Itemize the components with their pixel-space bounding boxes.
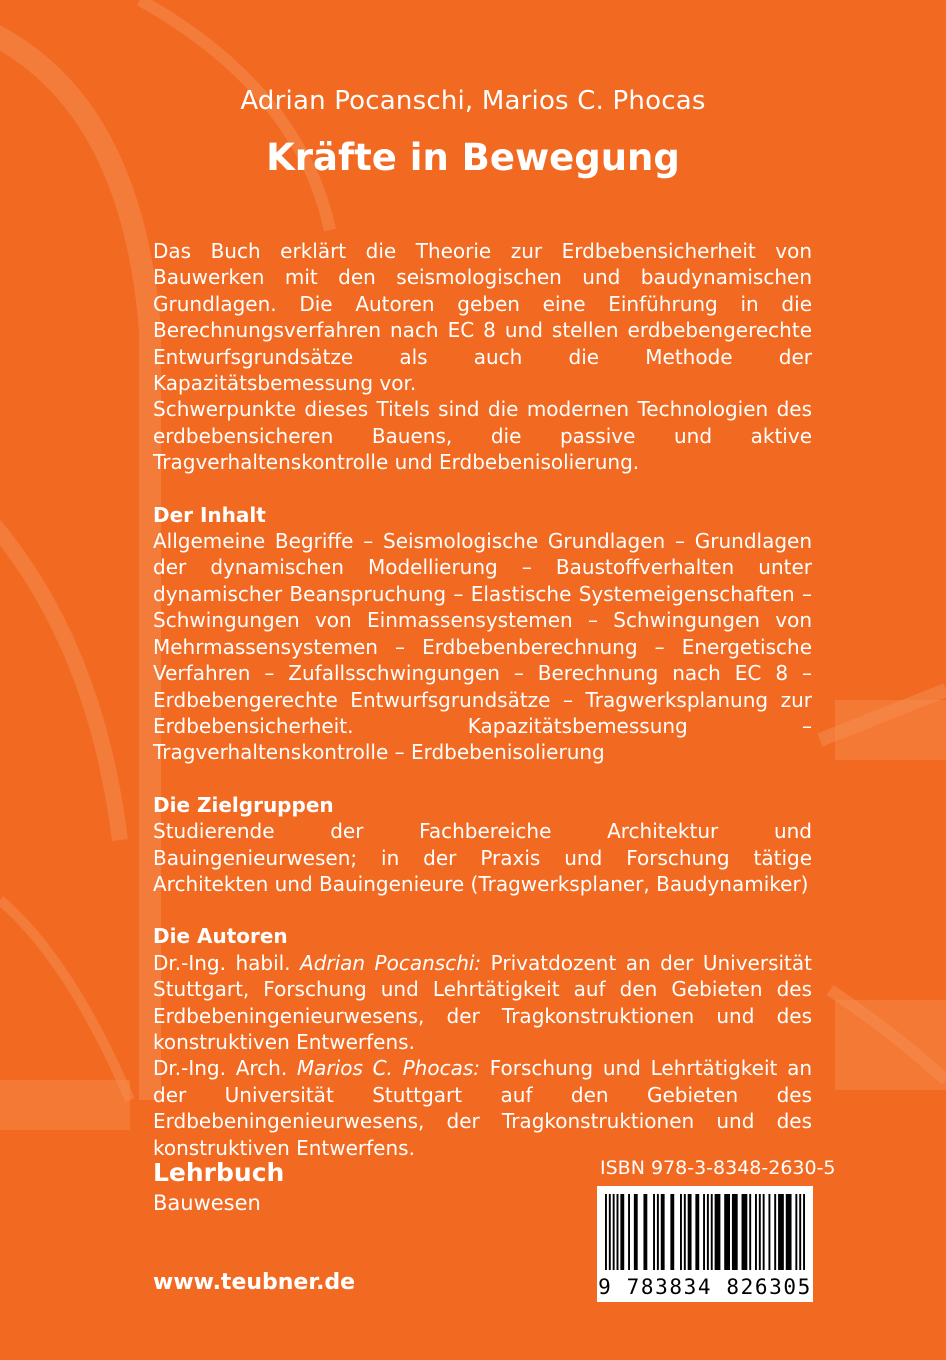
series-info bbox=[153, 1158, 284, 1215]
barcode-bar bbox=[707, 1194, 709, 1270]
barcode-bar bbox=[803, 1194, 805, 1270]
section-heading-autoren: Die Autoren bbox=[153, 924, 288, 949]
barcode-bar bbox=[670, 1194, 674, 1270]
category-label: Bauwesen bbox=[153, 1191, 261, 1215]
barcode-bar bbox=[661, 1194, 665, 1270]
barcode-bar bbox=[755, 1194, 757, 1270]
barcode-bar bbox=[724, 1194, 730, 1270]
barcode-bar bbox=[605, 1194, 607, 1270]
author-title: Dr.-Ing. habil. bbox=[153, 950, 301, 975]
barcode-bar bbox=[680, 1194, 682, 1270]
barcode-bar bbox=[799, 1194, 801, 1270]
section-text-zielgruppen: Studierende der Fachbereiche Architektur und Bauingenieurwesen; in der Praxis und Forschung tätige Architekten und Bauingenieure (Tragwerksplaner, Baudynamiker) bbox=[153, 819, 812, 896]
barcode-bar bbox=[634, 1194, 638, 1270]
barcode-digits: 9 783834 826305 bbox=[598, 1275, 812, 1299]
barcode-bar bbox=[613, 1194, 615, 1270]
author-bio bbox=[153, 950, 812, 1056]
barcode-bar bbox=[715, 1194, 721, 1270]
isbn-barcode bbox=[597, 1186, 813, 1302]
barcode-bar bbox=[617, 1194, 619, 1270]
book-authors: Adrian Pocanschi, Marios C. Phocas bbox=[240, 86, 706, 116]
barcode-bar bbox=[657, 1194, 659, 1270]
barcode-bar bbox=[778, 1194, 784, 1270]
author-title: Dr.-Ing. Arch. bbox=[153, 1056, 297, 1081]
author-bio bbox=[153, 1055, 812, 1161]
isbn-label: ISBN 978-3-8348-2630-5 bbox=[600, 1157, 836, 1179]
barcode-bar bbox=[609, 1194, 611, 1270]
barcode-bar bbox=[643, 1194, 647, 1270]
section-heading-inhalt: Der Inhalt bbox=[153, 502, 266, 527]
barcode-bar bbox=[795, 1194, 797, 1270]
barcode-bar bbox=[742, 1194, 748, 1270]
barcode-bar bbox=[763, 1194, 765, 1270]
book-title: Kräfte in Bewegung bbox=[266, 136, 680, 179]
barcode-bar bbox=[732, 1194, 738, 1270]
author-name: Adrian Pocanschi: bbox=[300, 950, 482, 975]
barcode-bar bbox=[768, 1194, 770, 1270]
barcode-bar bbox=[628, 1194, 630, 1270]
back-cover-text bbox=[153, 238, 812, 1161]
intro-paragraph: Das Buch erklärt die Theorie zur Erdbebensicherheit von Bauwerken mit den seismologischen und baudynamischen Grundlagen. Die Autoren geben eine Einführung in die Berechnungsverfahren nach EC 8 und stellen erdbebengerechte Entwurfsgrundsätze als auch die Methode der Kapazitätsbemessung vor. bbox=[153, 239, 812, 396]
publisher-url[interactable]: www.teubner.de bbox=[153, 1270, 356, 1295]
barcode-bar bbox=[684, 1194, 686, 1270]
section-heading-zielgruppen: Die Zielgruppen bbox=[153, 792, 334, 817]
barcode-bar bbox=[653, 1194, 655, 1270]
barcode-bar bbox=[774, 1194, 776, 1270]
barcode-bar bbox=[759, 1194, 761, 1270]
intro-paragraph: Schwerpunkte dieses Titels sind die modernen Technologien des erdbebensicheren Bauens, die passive und aktive Tragverhaltenskontrolle und Erdbebenisolierung. bbox=[153, 397, 812, 475]
barcode-bar bbox=[749, 1194, 751, 1270]
barcode-bar bbox=[786, 1194, 792, 1270]
series-label: Lehrbuch bbox=[153, 1158, 285, 1187]
author-description: Privatdozent an der Universität Stuttgart, Forschung und Lehrtätigkeit auf den Gebieten des Erdbebeningenieurwesens, der Tragkonstruktionen und des konstruktiven Entwerfens. bbox=[153, 950, 812, 1054]
barcode-bar bbox=[620, 1194, 624, 1270]
barcode-bar bbox=[695, 1194, 699, 1270]
barcode-bar bbox=[703, 1194, 705, 1270]
author-description: Forschung und Lehrtätigkeit an der Universität Stuttgart auf den Gebieten des Erdbebeningenieurwesens, der Tragkonstruktionen und des konstruktiven Entwerfens. bbox=[153, 1056, 812, 1160]
barcode-bar bbox=[688, 1194, 692, 1270]
author-name: Marios C. Phocas: bbox=[296, 1056, 481, 1081]
barcode-bar bbox=[711, 1194, 713, 1270]
section-text-inhalt: Allgemeine Begriffe – Seismologische Grundlagen – Grundlagen der dynamischen Modellierung – Baustoffverhalten unter dynamischer Beanspruchung – Elastische Systemeigenschaften – Schwingungen von Einmassensystemen – Schwingungen von Mehrmassensystemen – Erdbebenberechnung – Energetische Verfahren – Zufallsschwingungen – Berechnung nach EC 8 – Erdbebengerechte Entwurfsgrundsätze – Tragwerksplanung zur Erdbebensicherheit. Kapazitätsbemessung – Tragverhaltenskontrolle – Erdbebenisolierung bbox=[153, 529, 812, 765]
